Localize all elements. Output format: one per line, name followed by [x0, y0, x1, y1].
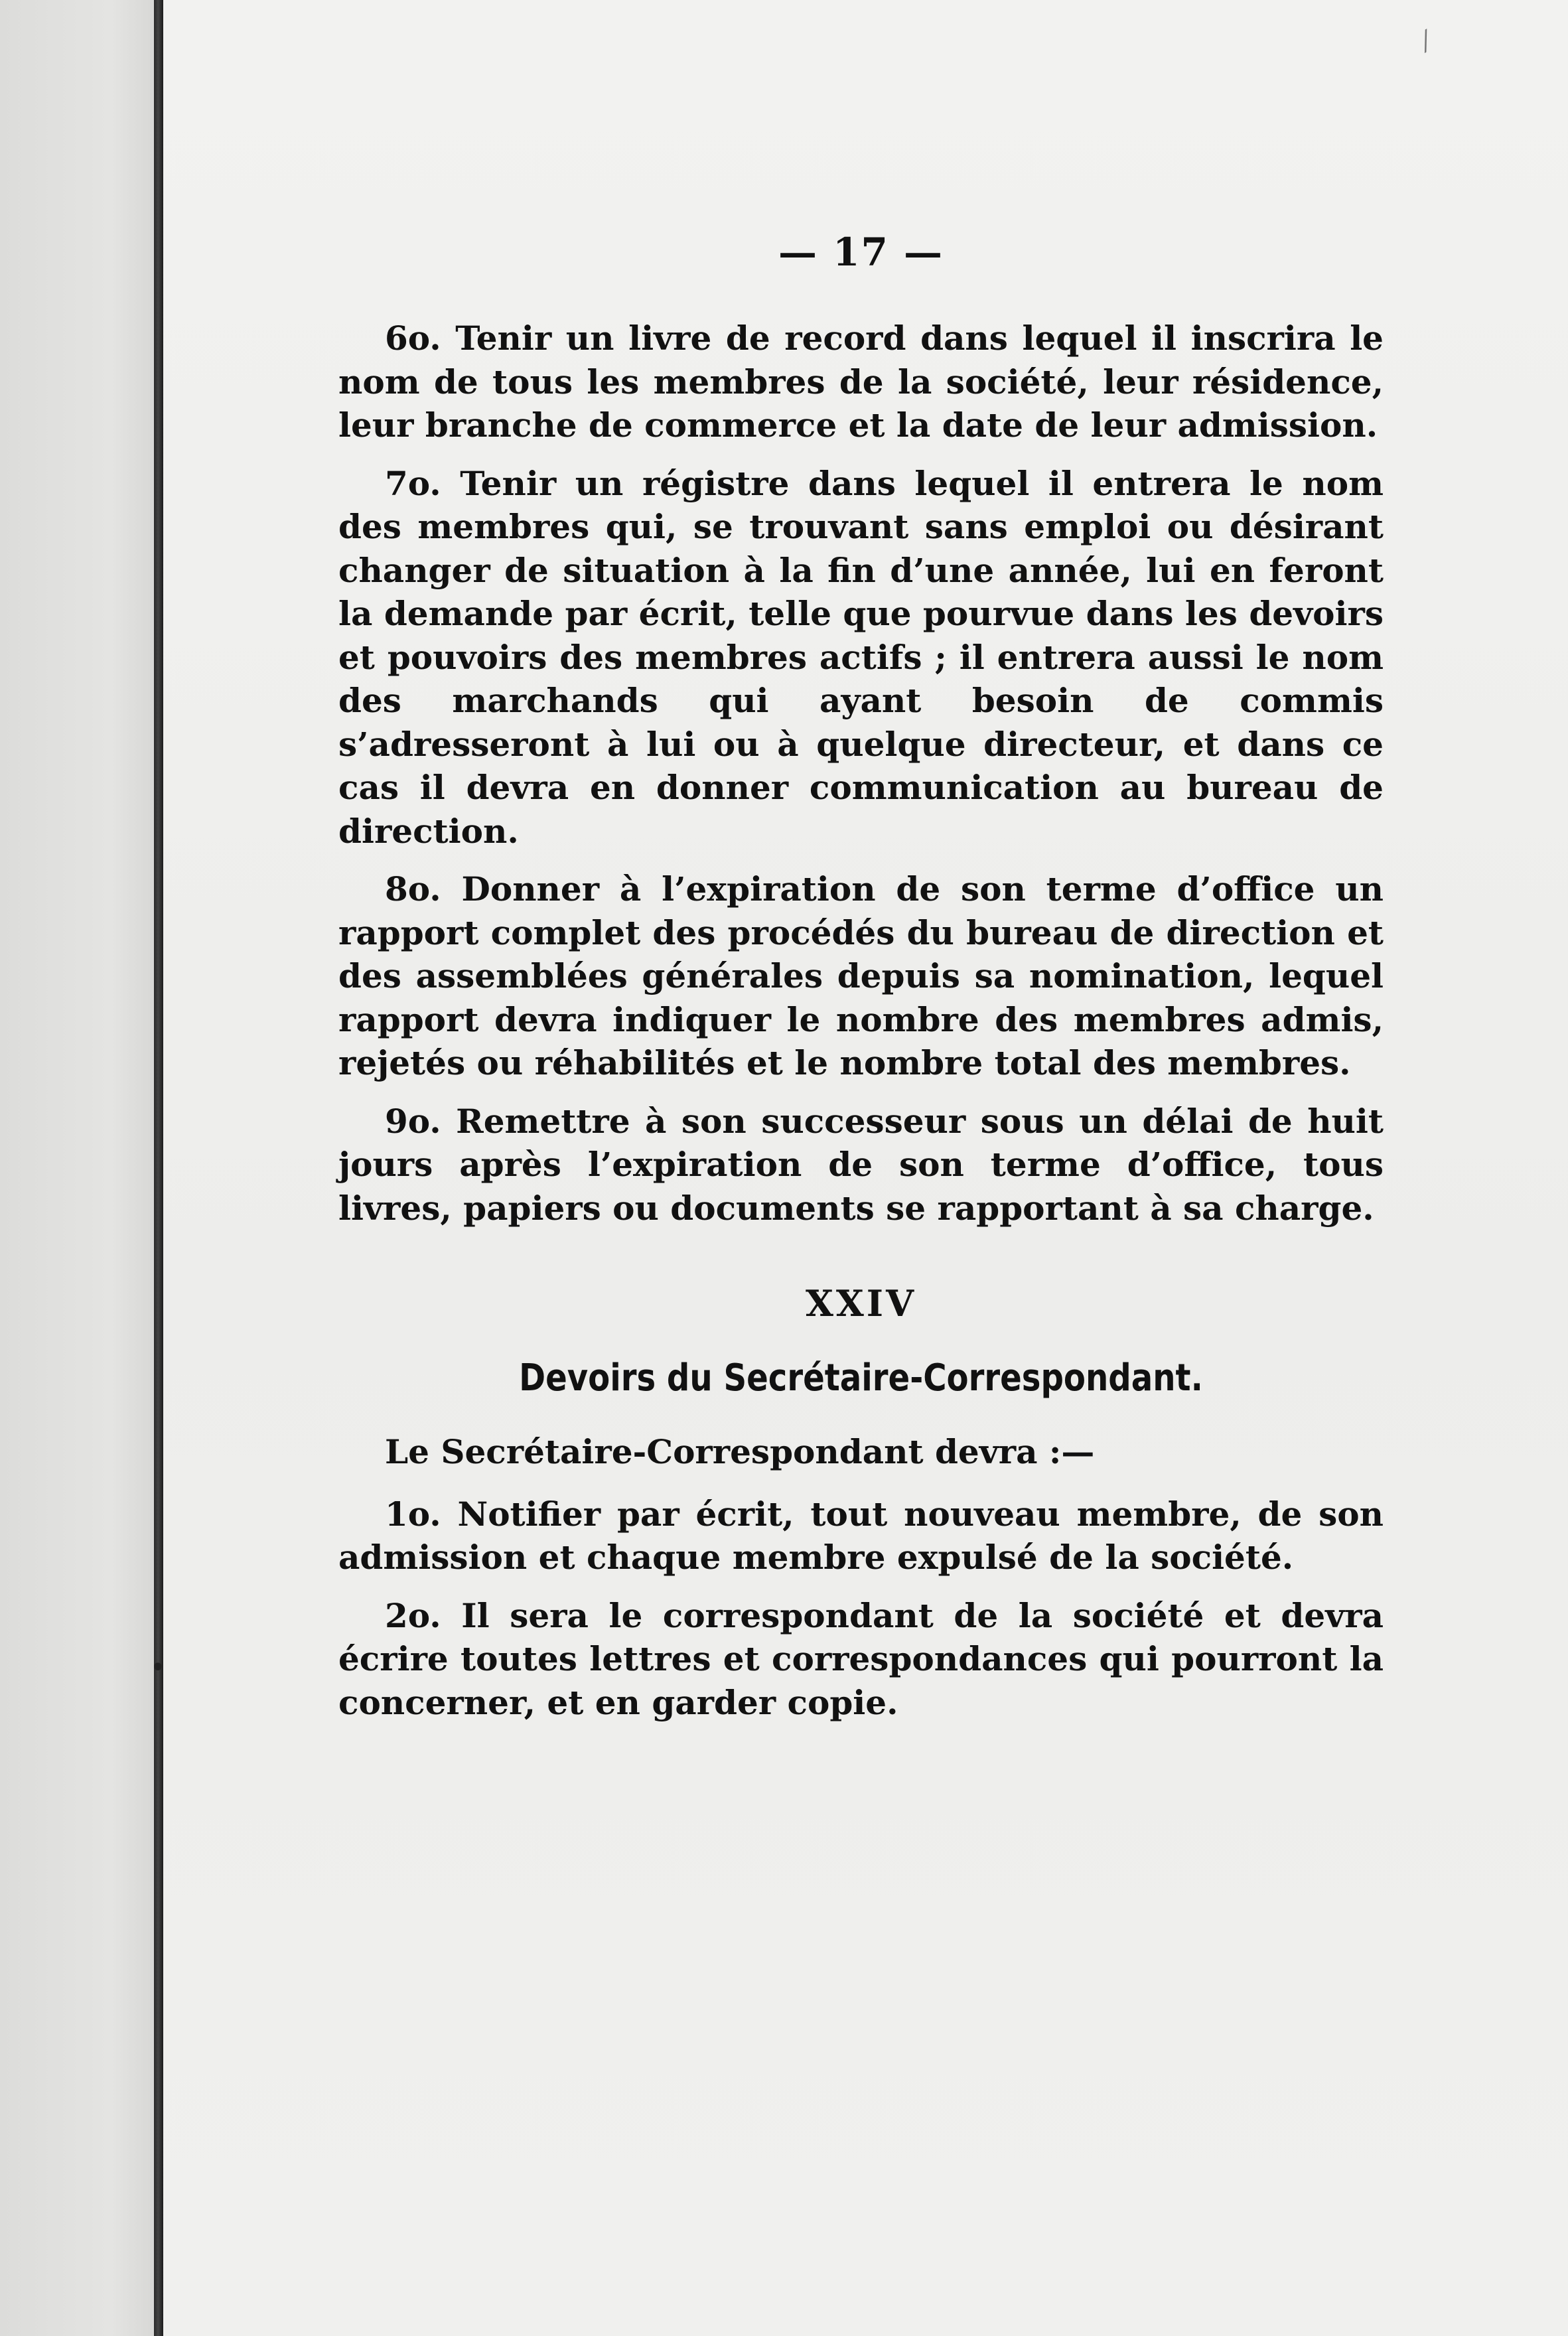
article-item-6: 6o. Tenir un livre de record dans lequel il inscrira le nom de tous les membres de la société, leur résidence, leur branche de commerce et la date de leur admission.	[338, 319, 1384, 445]
corner-mark-icon: ⁄	[1416, 27, 1436, 56]
article-item-7: 7o. Tenir un régistre dans lequel il entrera le nom des membres qui, se trouvant sans emploi ou désirant changer de situation à la fin d’une année, lui en feront la demande par écrit, telle que pourvue dans les devoirs et pouvoirs des membres actifs ; il entrera aussi le nom des marchands qui ayant besoin de commis s’adresseront à lui ou à quelque directeur, et dans ce cas il devra en donner communication au bureau de direction.	[338, 463, 1384, 851]
article-item-1: 1o. Notifier par écrit, tout nouveau membre, de son admission et chaque membre expulsé de la société.	[338, 1494, 1384, 1577]
page-content	[338, 229, 1384, 1739]
section-number: XXIV	[806, 1282, 916, 1325]
article-item-8: 8o. Donner à l’expiration de son terme d’office un rapport complet des procédés du bureau de direction et des assemblées générales depuis sa nomination, lequel rapport devra indiquer le nombre des membres admis, rejetés ou réhabilités et le nombre total des membres.	[338, 869, 1384, 1082]
book-binding-edge	[154, 0, 163, 2336]
article-item-2: 2o. Il sera le correspondant de la société et devra écrire toutes lettres et correspondances qui pourront la concerner, et en garder copie.	[338, 1595, 1384, 1722]
section-intro: Le Secrétaire-Correspondant devra :—	[385, 1432, 1095, 1471]
margin-dot-icon: •	[150, 1652, 166, 1683]
section-title: Devoirs du Secrétaire-Correspondant.	[519, 1356, 1203, 1400]
left-page-margin	[0, 0, 159, 2336]
page-number: — 17 —	[778, 230, 944, 275]
article-item-9: 9o. Remettre à son successeur sous un délai de huit jours après l’expiration de son terme d’office, tous livres, papiers ou documents se rapportant à sa charge.	[338, 1101, 1384, 1228]
